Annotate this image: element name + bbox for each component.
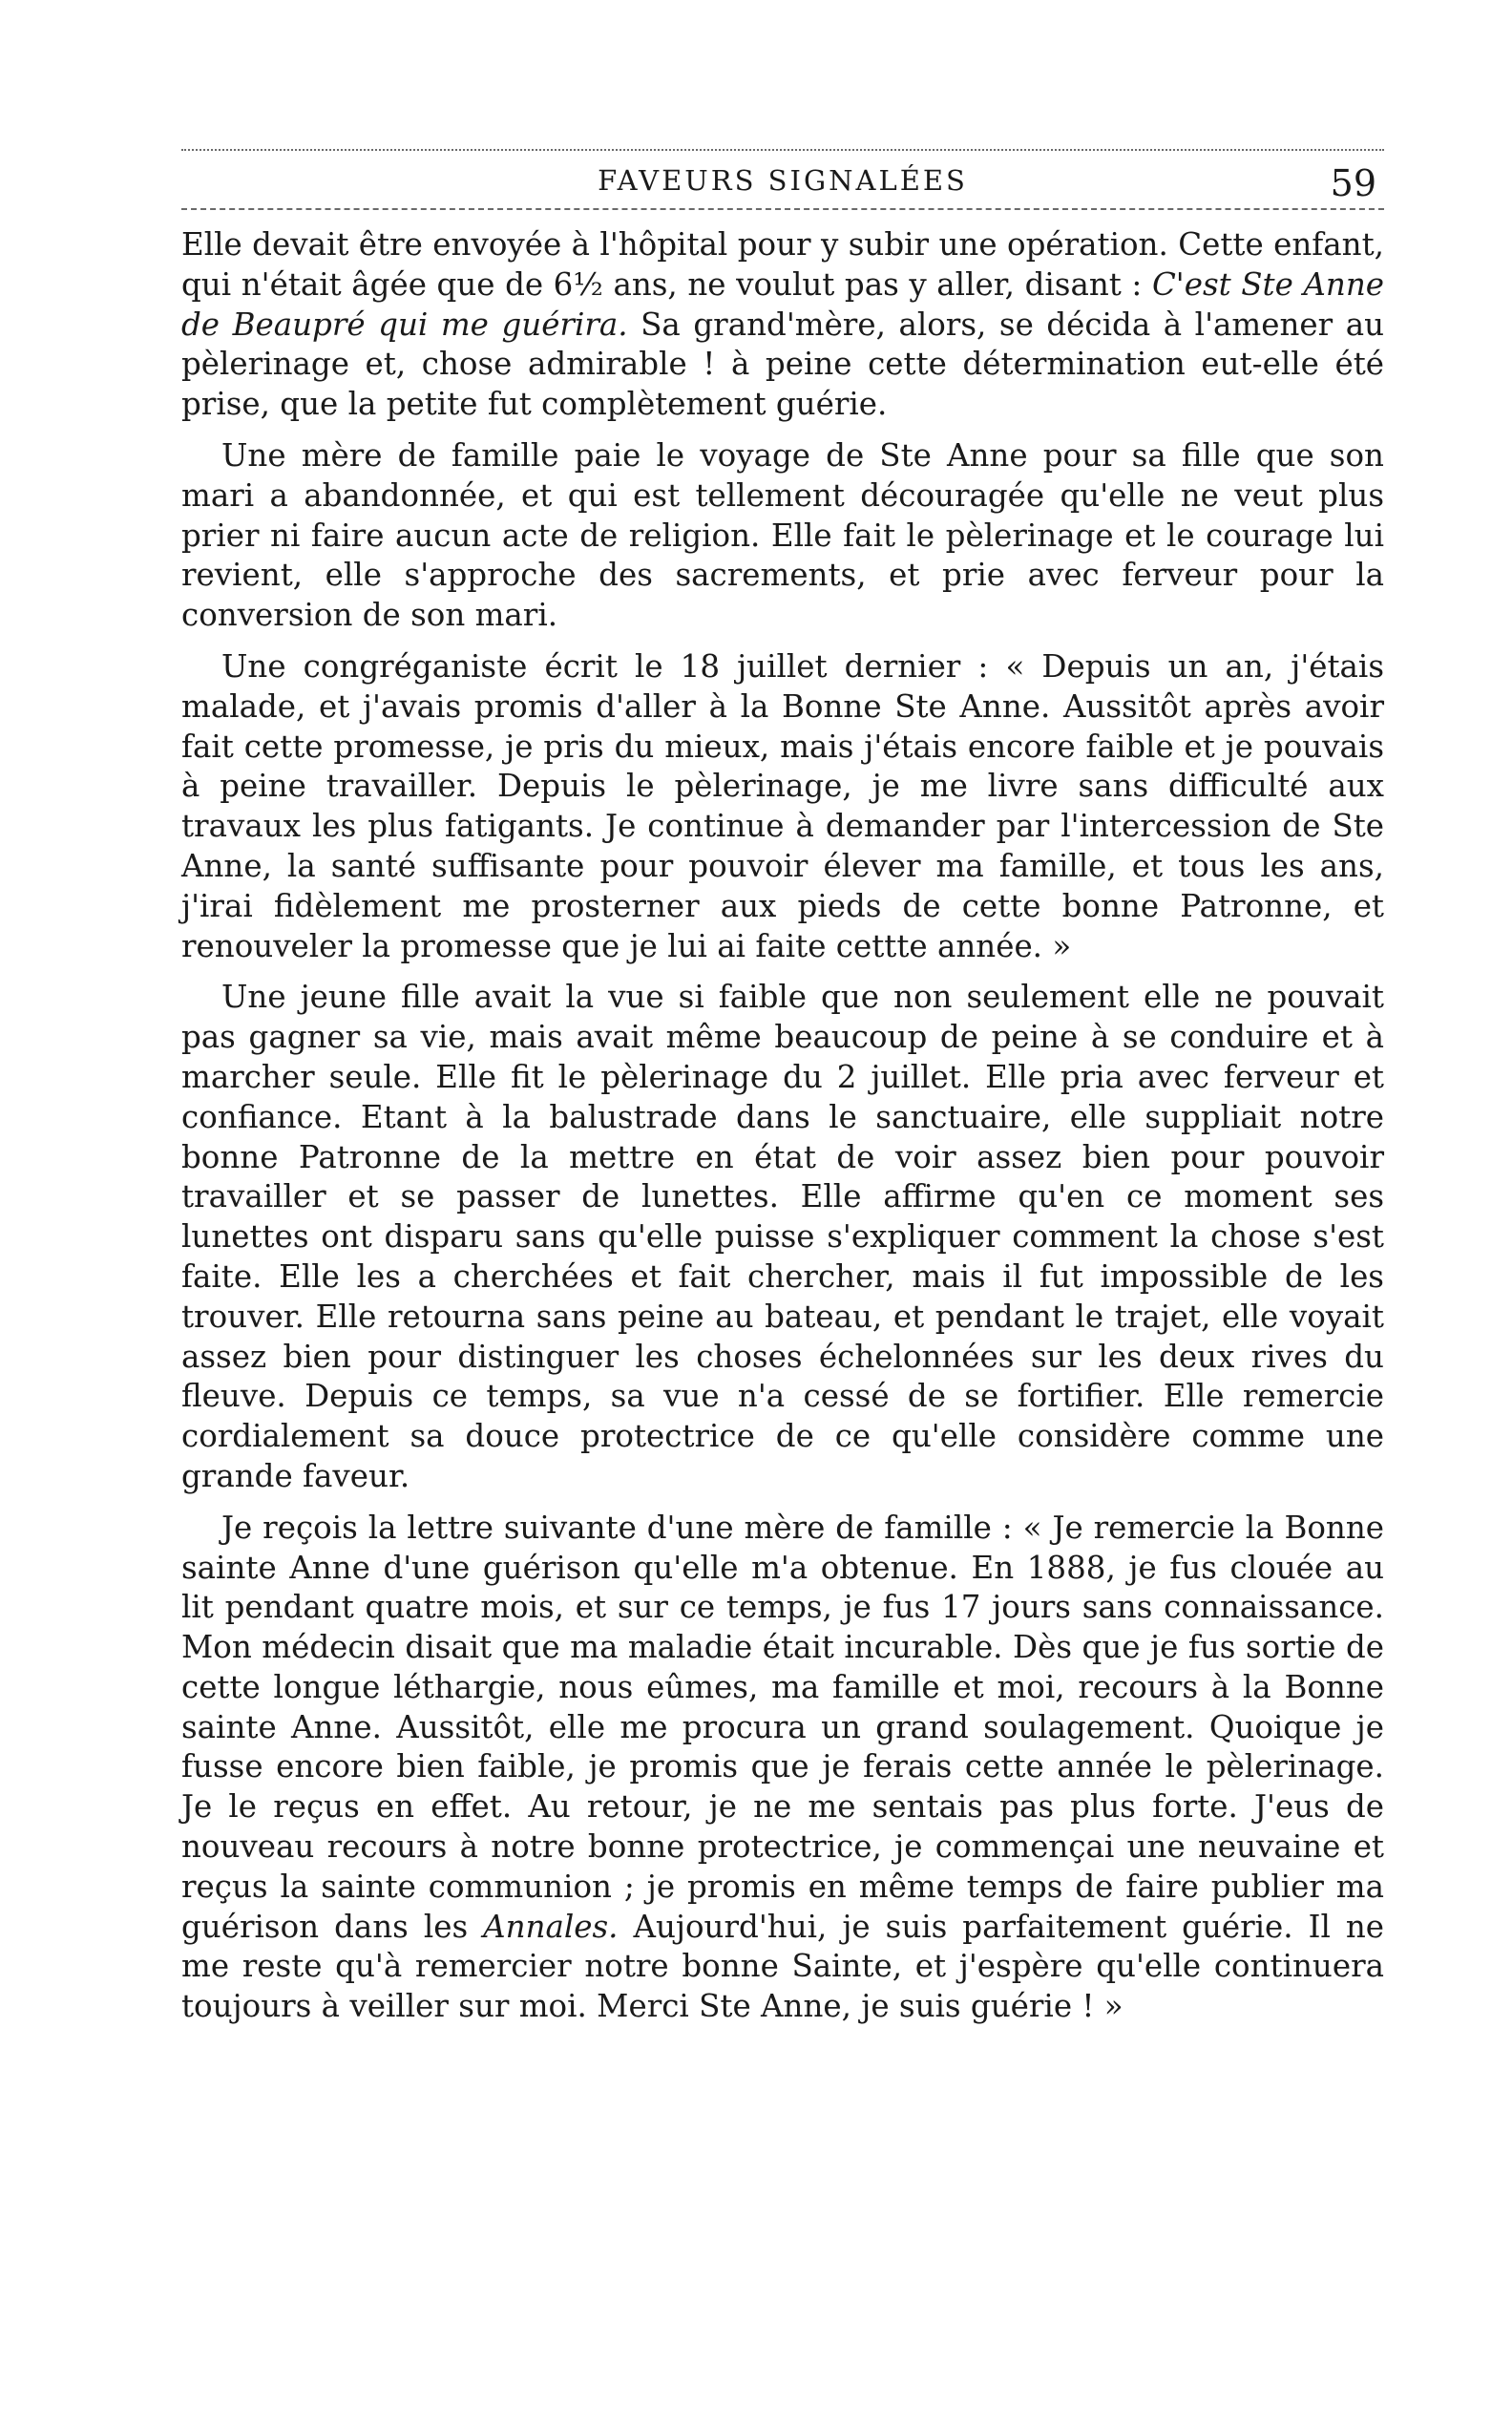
paragraph-1-text-a: Elle devait être envoyée à l'hôpital pour y subir une opération. Cette enfant, qui n'était âgée que de 6½ ans, ne voulut pas y aller, disant : (181, 226, 1384, 303)
paragraph-1-quote-italic: C'est Ste Anne de Beaupré qui me guérira. (181, 265, 1384, 343)
paragraph-5-text-a: Je reçois la lettre suivante d'une mère de famille : « Je remercie la Bonne sainte Anne d'une guérison qu'elle m'a obtenue. En 1888, je fus clouée au lit pendant quatre mois, et sur ce temps, je fus 17 jours sans connaissance. Mon médecin disait que ma maladie était incurable. Dès que je fus sortie de cette longue léthargie, nous eûmes, ma famille et moi, recours à la Bonne sainte Anne. Aussitôt, elle me procura un grand soulagement. Quoique je fusse encore bien faible, je promis que je ferais cette année le pèlerinage. Je le reçus en effet. Au retour, je ne me sentais pas plus forte. J'eus de nouveau recours à notre bonne protectrice, je commençai une neuvaine et reçus la sainte communion ; je promis en même temps de faire publier ma guérison dans les (181, 1509, 1384, 1945)
paragraph-1-text-b: Sa grand'mère, alors, se décida à l'amener au pèlerinage et, chose admirable ! à peine cette détermination eut-elle été prise, que la petite fut complètement guérie. (181, 306, 1385, 423)
paragraph-1 (181, 225, 1384, 425)
body-text (181, 225, 1384, 2027)
header-rule-top (181, 149, 1384, 151)
page-number: 59 (1330, 162, 1376, 204)
paragraph-5 (181, 1509, 1384, 2027)
book-page (181, 143, 1384, 2038)
page-title: FAVEURS SIGNALÉES (598, 164, 968, 197)
paragraph-5-text-b: Aujourd'hui, je suis parfaitement guérie. Il ne me reste qu'à remercier notre bonne Sainte, et j'espère qu'elle continuera toujours à veiller sur moi. Merci Ste Anne, je suis guérie ! » (181, 1908, 1384, 2025)
paragraph-3: Une congréganiste écrit le 18 juillet dernier : « Depuis un an, j'étais malade, et j'avais promis d'aller à la Bonne Ste Anne. Aussitôt après avoir fait cette promesse, je pris du mieux, mais j'étais encore faible et je pouvais à peine travailler. Depuis le pèlerinage, je me livre sans difficulté aux travaux les plus fatigants. Je continue à demander par l'intercession de Ste Anne, la santé suffisante pour pouvoir élever ma famille, et tous les ans, j'irai fidèlement me prosterner aux pieds de cette bonne Patronne, et renouveler la promesse que je lui ai faite cettte année. » (181, 647, 1384, 964)
running-header (181, 143, 1384, 210)
header-rule-bottom (181, 208, 1384, 210)
paragraph-4: Une jeune fille avait la vue si faible que non seulement elle ne pouvait pas gagner sa vie, mais avait même beaucoup de peine à se conduire et à marcher seule. Elle fit le pèlerinage du 2 juillet. Elle pria avec ferveur et confiance. Etant à la balustrade dans le sanctuaire, elle suppliait notre bonne Patronne de la mettre en état de voir assez bien pour pouvoir travailler et se passer de lunettes. Elle affirme qu'en ce moment ses lunettes ont disparu sans qu'elle puisse s'expliquer comment la chose s'est faite. Elle les a cherchées et fait chercher, mais il fut impossible de les trouver. Elle retourna sans peine au bateau, et pendant le trajet, elle voyait assez bien pour distinguer les choses échelonnées sur les deux rives du fleuve. Depuis ce temps, sa vue n'a cessé de se fortifier. Elle remercie cordialement sa douce protectrice de ce qu'elle considère comme une grande faveur. (181, 979, 1384, 1494)
paragraph-5-annales-italic: Annales. (483, 1908, 619, 1945)
paragraph-2: Une mère de famille paie le voyage de Ste Anne pour sa fille que son mari a abandonnée, et qui est tellement découragée qu'elle ne veut plus prier ni faire aucun acte de religion. Elle fait le pèlerinage et le courage lui revient, elle s'approche des sacrements, et prie avec ferveur pour la conversion de son mari. (181, 436, 1384, 634)
